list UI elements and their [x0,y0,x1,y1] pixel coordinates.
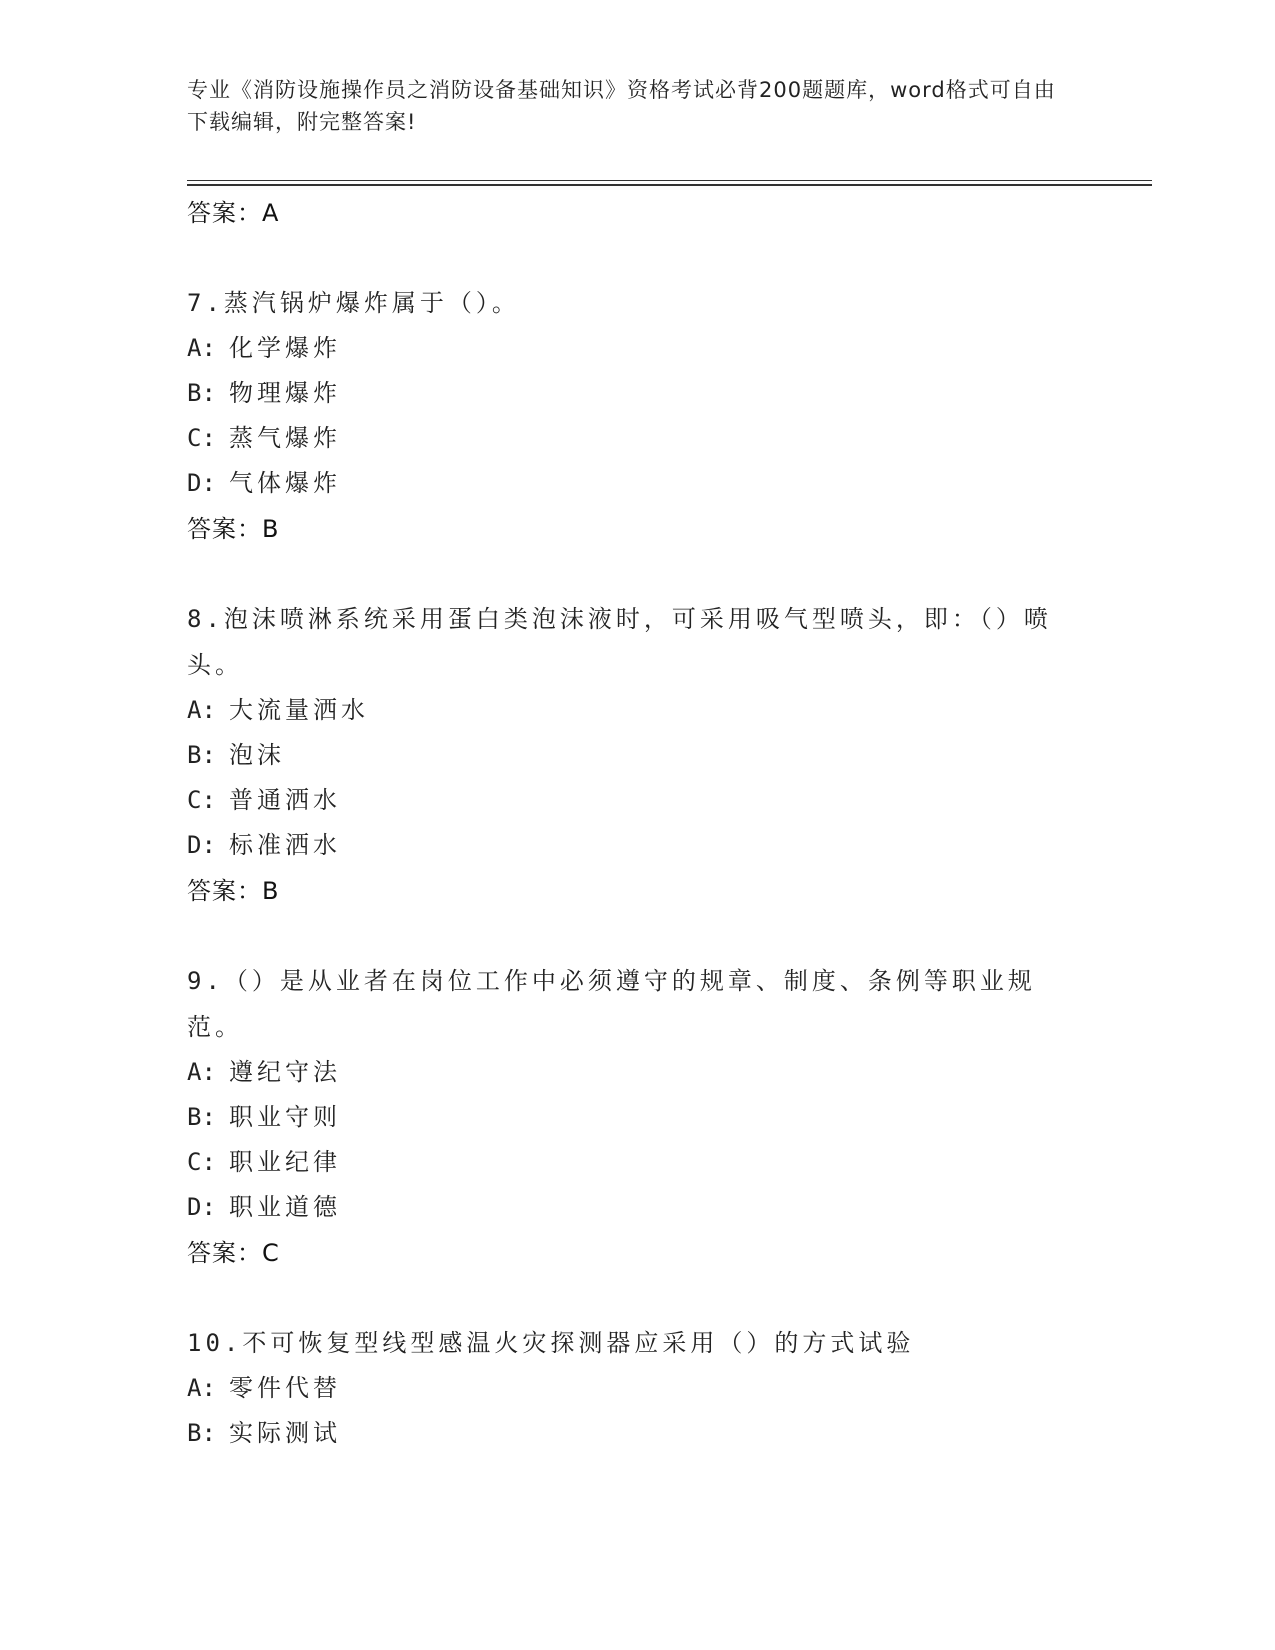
option-text: 遵纪守法 [229,1058,341,1086]
option-text: 物理爆炸 [229,379,341,407]
option-item [187,1095,1087,1140]
option-text: 大流量洒水 [229,696,369,724]
option-letter: D: [187,469,216,497]
option-text: 实际测试 [229,1419,341,1447]
option-item [187,371,1087,416]
option-text: 标准洒水 [229,831,341,859]
option-item [187,1185,1087,1230]
option-item [187,416,1087,461]
option-text: 化学爆炸 [229,334,341,362]
option-letter: B: [187,1103,216,1131]
question-text: 8.泡沫喷淋系统采用蛋白类泡沫液时，可采用吸气型喷头，即：（）喷头。 [187,605,1052,679]
option-text: 蒸气爆炸 [229,424,341,452]
option-letter: B: [187,379,216,407]
document-header: 专业《消防设施操作员之消防设备基础知识》资格考试必背200题题库，word格式可自由下载编辑，附完整答案! [187,78,1056,134]
option-text: 气体爆炸 [229,469,341,497]
option-letter: A: [187,1374,216,1402]
question-text: 9.（）是从业者在岗位工作中必须遵守的规章、制度、条例等职业规范。 [187,967,1036,1041]
answer-line: 答案：B [187,877,280,905]
option-text: 职业守则 [229,1103,341,1131]
option-letter: D: [187,831,216,859]
option-letter: C: [187,424,216,452]
option-item [187,326,1087,371]
option-letter: C: [187,1148,216,1176]
option-item [187,688,1087,733]
option-item [187,733,1087,778]
header-rule-thick [187,184,1152,186]
header-rule-thin [187,180,1152,181]
question-list [187,190,1087,1456]
option-letter: A: [187,334,216,362]
option-text: 泡沫 [229,741,285,769]
option-letter: B: [187,1419,216,1447]
option-item [187,1366,1087,1411]
option-item [187,461,1087,506]
option-letter: D: [187,1193,216,1221]
option-item [187,778,1087,823]
question-text: 10.不可恢复型线型感温火灾探测器应采用（）的方式试验 [187,1329,915,1357]
option-text: 职业纪律 [229,1148,341,1176]
option-letter: B: [187,741,216,769]
option-letter: C: [187,786,216,814]
answer-line: 答案：B [187,515,280,543]
option-text: 零件代替 [229,1374,341,1402]
option-letter: A: [187,696,216,724]
questions-container [187,280,1087,1456]
option-item [187,1140,1087,1185]
option-letter: A: [187,1058,216,1086]
option-item [187,823,1087,868]
option-item [187,1050,1087,1095]
answer-line: 答案：A [187,199,280,227]
option-item [187,1411,1087,1456]
question-text: 7.蒸汽锅炉爆炸属于（）。 [187,289,520,317]
option-text: 普通洒水 [229,786,341,814]
option-text: 职业道德 [229,1193,341,1221]
answer-line: 答案：C [187,1239,280,1267]
